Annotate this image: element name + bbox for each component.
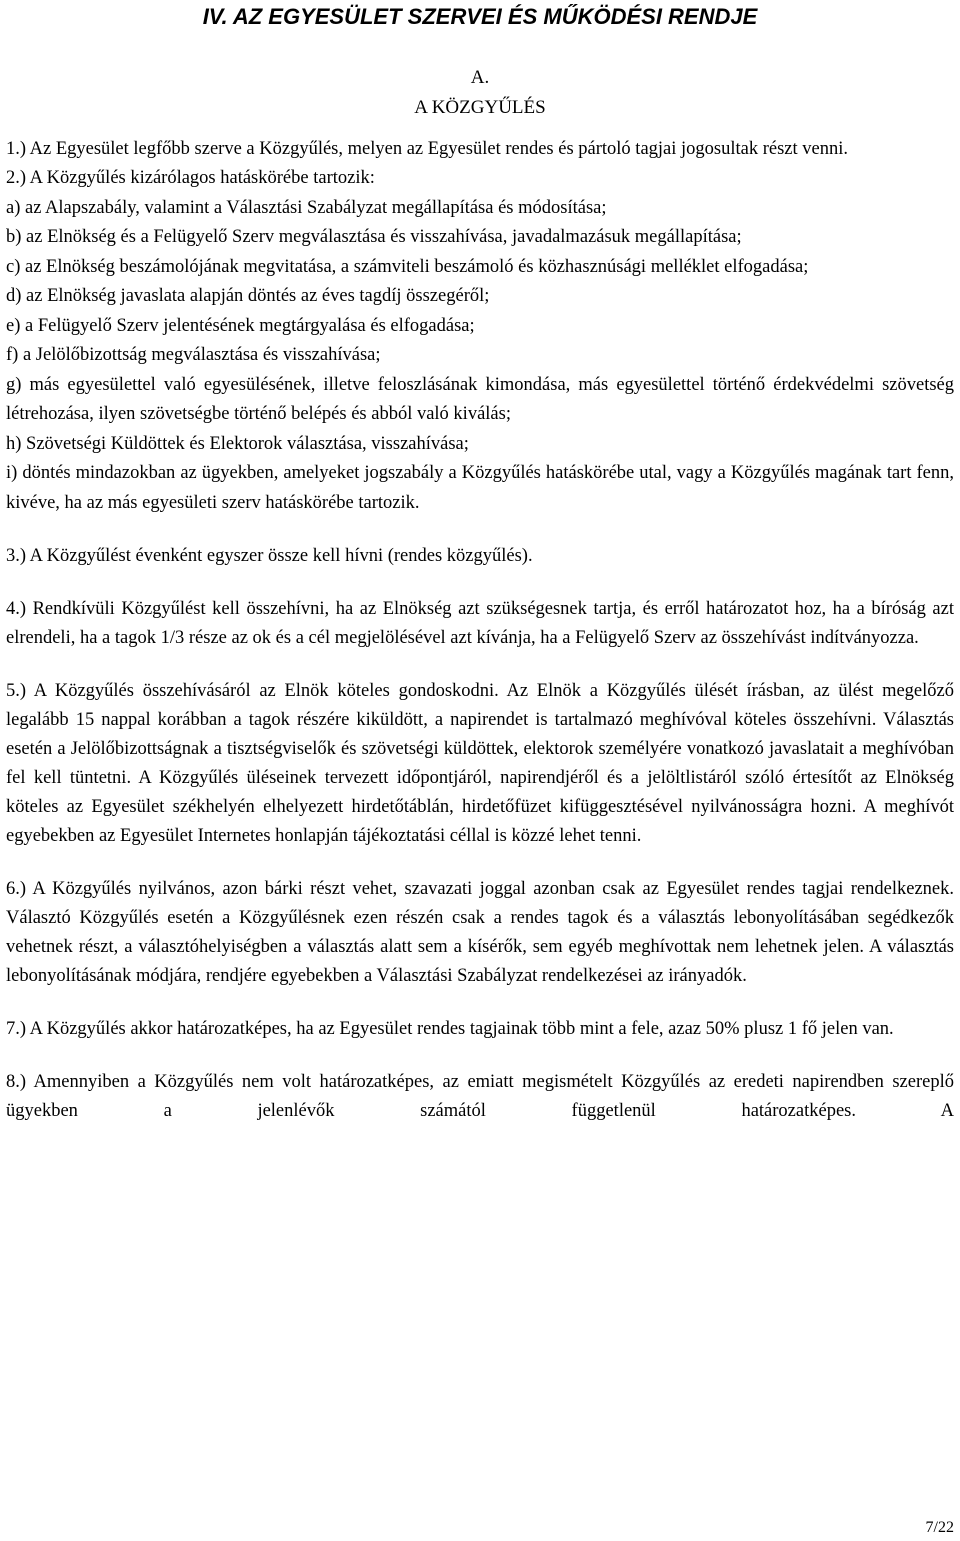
list-item-c: c) az Elnökség beszámolójának megvitatása, a számviteli beszámoló és közhasznúsági melléklet elfogadása; — [6, 256, 809, 277]
paragraph-1: 1.) Az Egyesület legfőbb szerve a Közgyűlés, melyen az Egyesület rendes és pártoló tagjai jogosultak részt venni. — [6, 139, 848, 159]
paragraph-6: 6.) A Közgyűlés nyilvános, azon bárki részt vehet, szavazati joggal azonban csak az Egyesület rendes tagjai rendelkeznek. Választó Közgyűlés esetén a Közgyűlésnek ezen részén csak a rendes tagok és a választás lebonyolításában segédkezők vehetnek részt, a választóhelyiségben a választás alatt sem a kísérők, sem egyéb meghívottak nem lehetnek jelen. A választás lebonyolításának módjára, rendjére egyebekben a Választási Szabályzat rendelkezései az irányadók. — [6, 879, 954, 986]
document-page — [6, 0, 954, 1126]
list-item-b: b) az Elnökség és a Felügyelő Szerv megválasztása és visszahívása, javadalmazásuk megállapítása; — [6, 227, 742, 247]
list-item-g: g) más egyesülettel való egyesülésének, illetve feloszlásának kimondása, más egyesülettel történő érdekvédelmi szövetség létrehozása, ilyen szövetségbe történő belépés és abból való kiválás; — [6, 374, 954, 424]
paragraph-8: 8.) Amennyiben a Közgyűlés nem volt határozatképes, az emiatt megismételt Közgyűlés az eredeti napirendben szereplő ügyekben a jelenlévők számától függetlenül határozatképes. A — [6, 1072, 954, 1121]
list-item-a: a) az Alapszabály, valamint a Választási Szabályzat megállapítása és módosítása; — [6, 197, 607, 218]
list-item-i: i) döntés mindazokban az ügyekben, amelyeket jogszabály a Közgyűlés hatáskörébe utal, vagy a Közgyűlés magának tart fenn, kivéve, ha az más egyesületi szerv hatáskörébe tartozik. — [6, 463, 954, 513]
list-item-f: f) a Jelölőbizottság megválasztása és visszahívása; — [6, 345, 381, 365]
list-item-e: e) a Felügyelő Szerv jelentésének megtárgyalása és elfogadása; — [6, 315, 475, 336]
page-number: 7/22 — [925, 1519, 954, 1536]
section-letter: A. — [470, 67, 490, 88]
section-title: A KÖZGYŰLÉS — [414, 97, 546, 118]
list-item-h: h) Szövetségi Küldöttek és Elektorok választása, visszahívása; — [6, 433, 469, 454]
paragraph-2-intro: 2.) A Közgyűlés kizárólagos hatáskörébe tartozik: — [6, 168, 375, 188]
paragraph-4: 4.) Rendkívüli Közgyűlést kell összehívni, ha az Elnökség azt szükségesnek tartja, és erről határozatot hoz, ha a bíróság azt elrendeli, ha a tagok 1/3 része az ok és a cél megjelölésével azt kívánja, ha a Felügyelő Szerv az összehívást indítványozza. — [6, 599, 954, 648]
paragraph-5: 5.) A Közgyűlés összehívásáról az Elnök köteles gondoskodni. Az Elnök a Közgyűlés ülését írásban, az ülést megelőző legalább 15 nappal korábban a tagok részére kiküldött, a napirendet is tartalmazó meghívóval köteles összehívni. Választás esetén a Jelölőbizottságnak a tisztségviselők és szövetségi küldöttek, elektorok személyére vonatkozó javaslatait a meghívóban fel kell tüntetni. A Közgyűlés üléseinek tervezett időpontjáról, napirendjéről és a jelöltlistáról szóló értesítőt az Elnökség köteles az Egyesület székhelyén elhelyezett hirdetőtáblán, hirdetőfüzet kifüggesztésével nyilvánosságra hozni. A meghívót egyebekben az Egyesület Internetes honlapján tájékoztatási céllal is közzé lehet tenni. — [6, 681, 954, 846]
chapter-heading: IV. AZ EGYESÜLET SZERVEI ÉS MŰKÖDÉSI RENDJE — [202, 4, 758, 29]
list-item-d: d) az Elnökség javaslata alapján döntés az éves tagdíj összegéről; — [6, 286, 490, 306]
paragraph-3: 3.) A Közgyűlést évenként egyszer össze kell hívni (rendes közgyűlés). — [6, 546, 533, 566]
paragraph-7: 7.) A Közgyűlés akkor határozatképes, ha az Egyesület rendes tagjainak több mint a fele, azaz 50% plusz 1 fő jelen van. — [6, 1019, 894, 1039]
